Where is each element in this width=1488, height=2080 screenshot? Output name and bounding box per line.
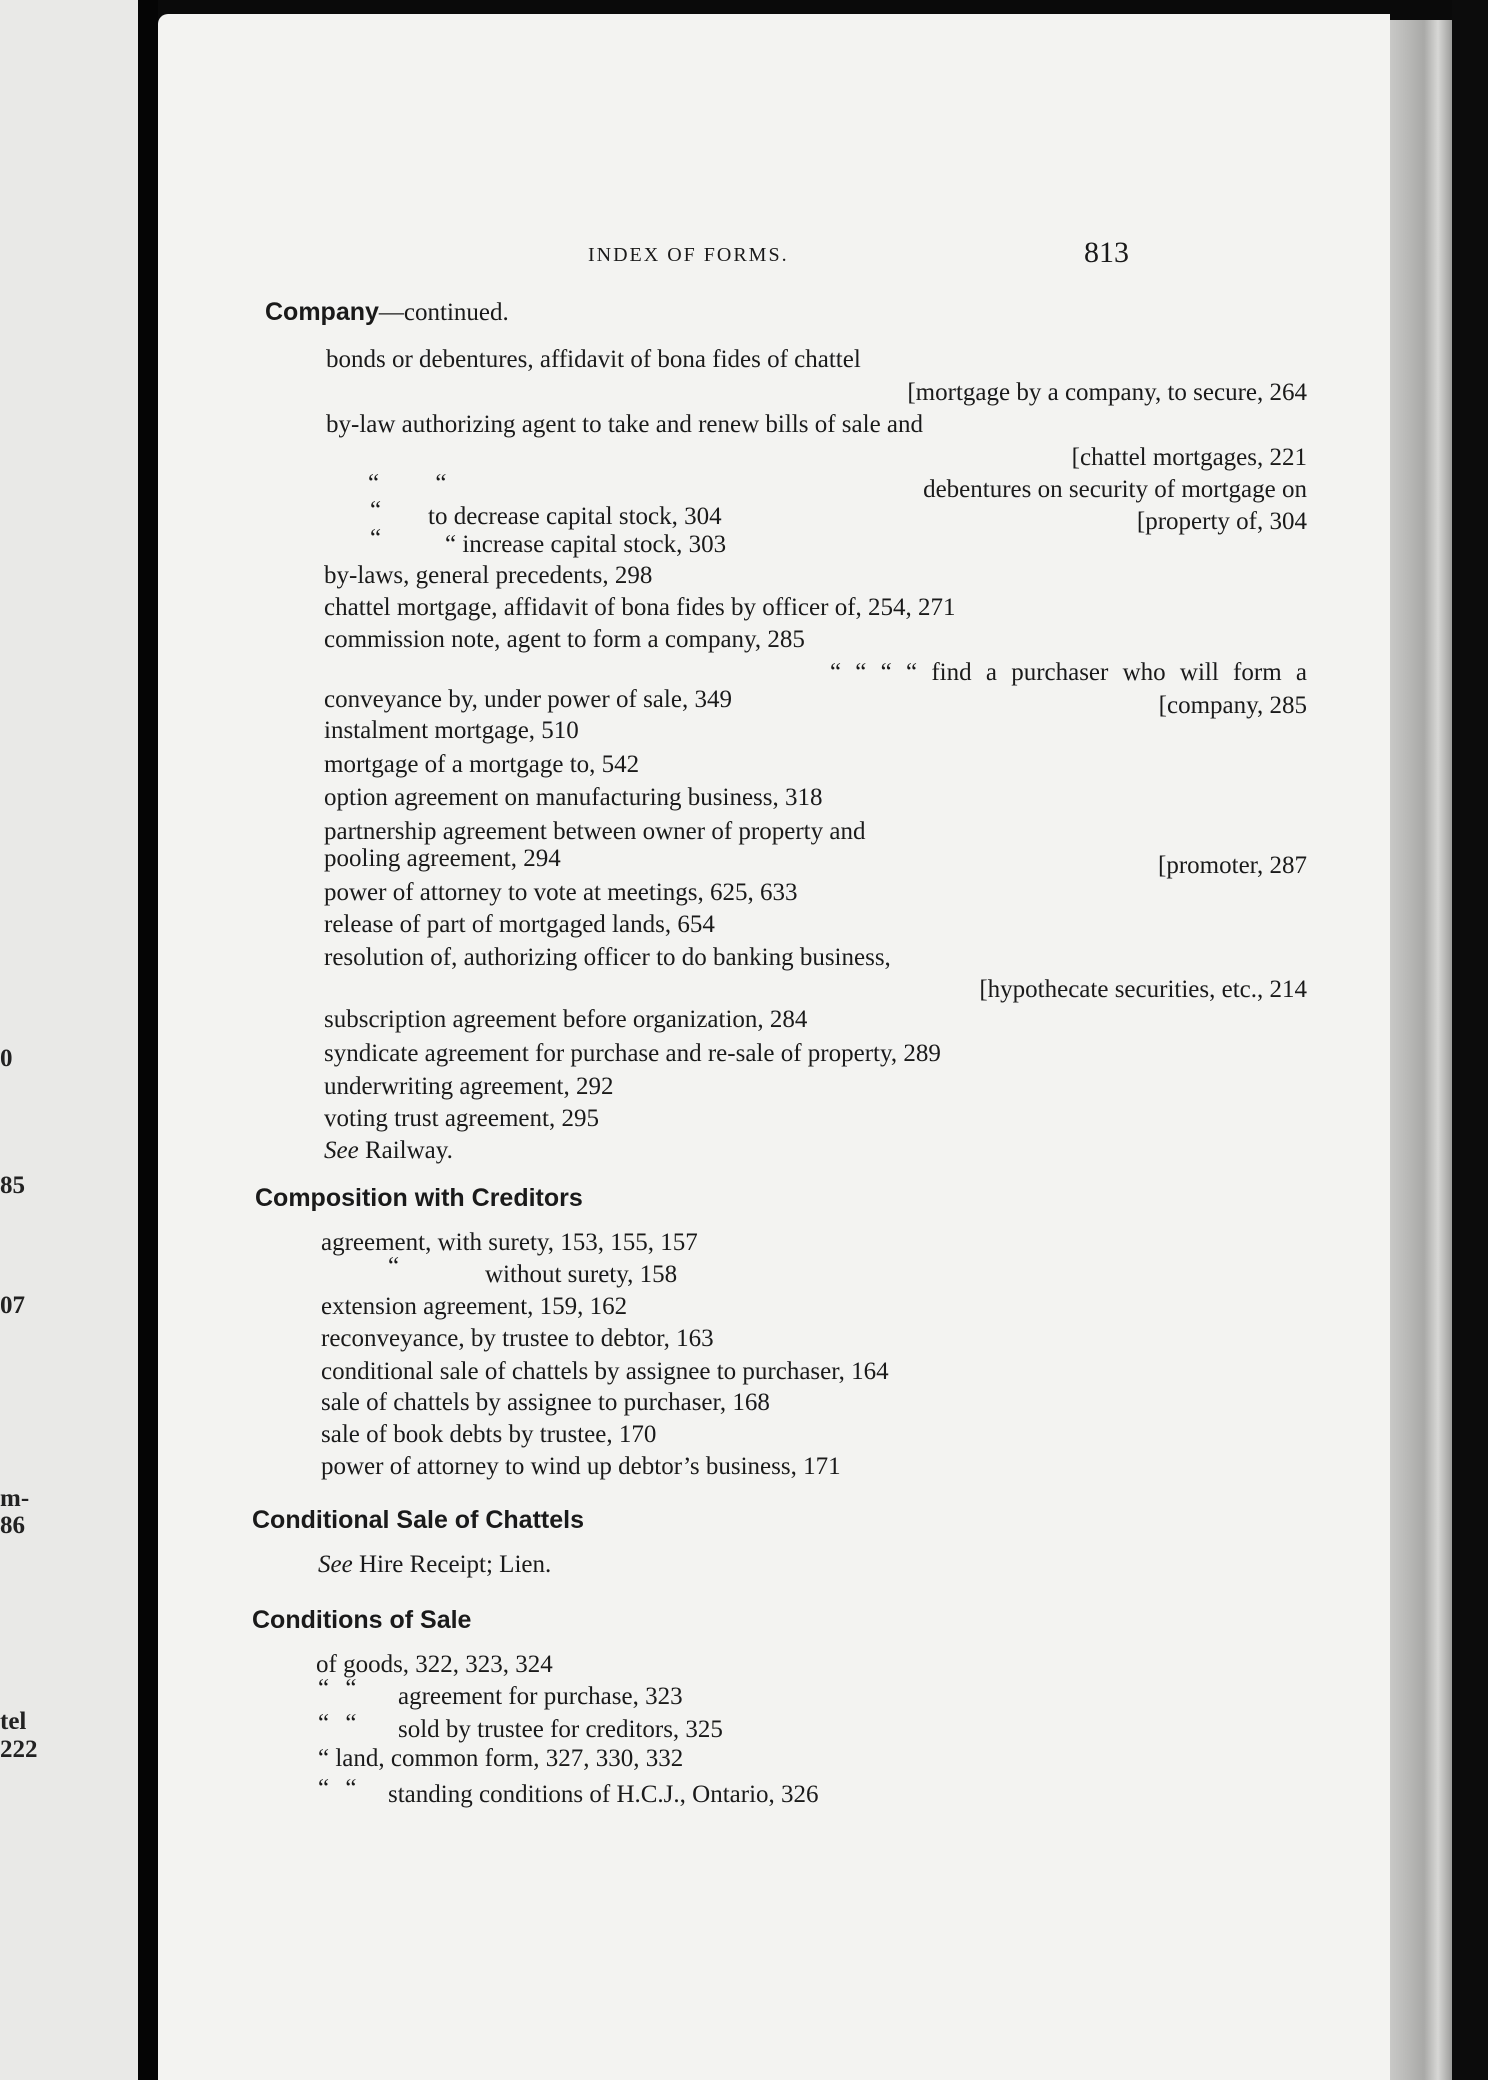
ditto-marks: “	[388, 1253, 400, 1280]
index-entry: by-law authorizing agent to take and renew bills of sale and	[326, 411, 924, 438]
index-entry-continuation: [promoter, 287	[1158, 852, 1307, 879]
index-entry: “ land, common form, 327, 330, 332	[318, 1745, 684, 1772]
index-entry: power of attorney to vote at meetings, 625, 633	[324, 879, 798, 906]
index-entry: “ “ “ “ find a purchaser who will form a	[829, 659, 1307, 686]
index-entry: instalment mortgage, 510	[324, 717, 579, 744]
index-entry-continuation: [company, 285	[1158, 692, 1307, 719]
see-target: Railway.	[364, 1137, 453, 1164]
left-page-fragment: 222	[0, 1736, 38, 1763]
cross-reference	[318, 1552, 551, 1577]
left-page-fragment: 07	[0, 1292, 25, 1319]
index-entry: commission note, agent to form a company, 285	[324, 626, 805, 653]
page-number: 813	[1084, 236, 1129, 269]
index-entry: conditional sale of chattels by assignee to purchaser, 164	[321, 1358, 889, 1385]
page-edge-shadow	[1452, 0, 1488, 2080]
index-entry: partnership agreement between owner of property and	[324, 818, 866, 845]
index-entry-continuation: [property of, 304	[1136, 508, 1307, 535]
section-heading-conditions-of-sale: Conditions of Sale	[252, 1606, 472, 1634]
left-facing-page	[0, 0, 138, 2080]
ditto-marks: “	[370, 525, 382, 552]
page-edge	[1382, 20, 1452, 2080]
left-page-fragment: 0	[0, 1045, 13, 1072]
left-page-fragment: tel	[0, 1708, 27, 1735]
index-entry: syndicate agreement for purchase and re-sale of property, 289	[324, 1040, 941, 1067]
index-entry-continuation: [hypothecate securities, etc., 214	[979, 976, 1307, 1003]
section-heading-composition: Composition with Creditors	[255, 1184, 583, 1212]
index-entry: power of attorney to wind up debtor’s business, 171	[321, 1453, 841, 1480]
ditto-marks: “ “	[318, 1775, 357, 1802]
cross-reference	[324, 1138, 453, 1163]
index-entry: pooling agreement, 294	[324, 845, 561, 872]
index-entry: conveyance by, under power of sale, 349	[324, 686, 732, 713]
index-entry: chattel mortgage, affidavit of bona fides by officer of, 254, 271	[324, 594, 956, 621]
ditto-marks: “ “	[368, 470, 447, 497]
index-page	[158, 14, 1390, 2080]
index-entry: “ increase capital stock, 303	[445, 531, 727, 558]
heading-text: Company	[265, 298, 379, 326]
index-entry: of goods, 322, 323, 324	[316, 1651, 553, 1678]
left-page-fragment: 86	[0, 1512, 25, 1539]
index-entry: mortgage of a mortgage to, 542	[324, 751, 640, 778]
see-label: See	[318, 1551, 353, 1578]
index-entry: to decrease capital stock, 304	[428, 503, 722, 530]
see-label: See	[324, 1137, 359, 1164]
index-entry: sold by trustee for creditors, 325	[398, 1716, 723, 1743]
index-entry: sale of chattels by assignee to purchaser, 168	[321, 1389, 770, 1416]
heading-suffix: —continued.	[378, 299, 509, 326]
index-entry: voting trust agreement, 295	[324, 1105, 599, 1132]
index-entry: sale of book debts by trustee, 170	[321, 1421, 657, 1448]
index-entry-continuation: [chattel mortgages, 221	[1071, 444, 1307, 471]
index-entry: reconveyance, by trustee to debtor, 163	[321, 1325, 714, 1352]
ditto-marks: “ “	[318, 1675, 357, 1702]
section-heading-company	[265, 298, 509, 327]
index-entry: by-laws, general precedents, 298	[324, 562, 653, 589]
running-head: INDEX OF FORMS.	[588, 244, 789, 266]
index-entry: release of part of mortgaged lands, 654	[324, 911, 715, 938]
index-entry: option agreement on manufacturing business, 318	[324, 784, 823, 811]
section-heading-conditional-sale: Conditional Sale of Chattels	[252, 1506, 584, 1534]
index-entry: without surety, 158	[485, 1261, 678, 1288]
index-entry: underwriting agreement, 292	[324, 1073, 614, 1100]
ditto-marks: “ “	[318, 1710, 357, 1737]
index-content	[158, 14, 1390, 2080]
left-page-fragment: m-	[0, 1485, 30, 1512]
index-entry: agreement, with surety, 153, 155, 157	[321, 1229, 698, 1256]
index-entry: standing conditions of H.C.J., Ontario, 326	[388, 1781, 819, 1808]
see-target: Hire Receipt; Lien.	[358, 1551, 552, 1578]
book-gutter	[138, 0, 158, 2080]
index-entry: subscription agreement before organization, 284	[324, 1006, 808, 1033]
index-entry: resolution of, authorizing officer to do banking business,	[324, 944, 891, 971]
index-entry: extension agreement, 159, 162	[321, 1293, 628, 1320]
index-entry: debentures on security of mortgage on	[923, 476, 1307, 503]
index-entry: bonds or debentures, affidavit of bona fides of chattel	[326, 346, 861, 373]
left-page-fragment: 85	[0, 1172, 25, 1199]
ditto-marks: “	[370, 497, 382, 524]
index-entry: agreement for purchase, 323	[398, 1683, 683, 1710]
index-entry-continuation: [mortgage by a company, to secure, 264	[907, 379, 1307, 406]
